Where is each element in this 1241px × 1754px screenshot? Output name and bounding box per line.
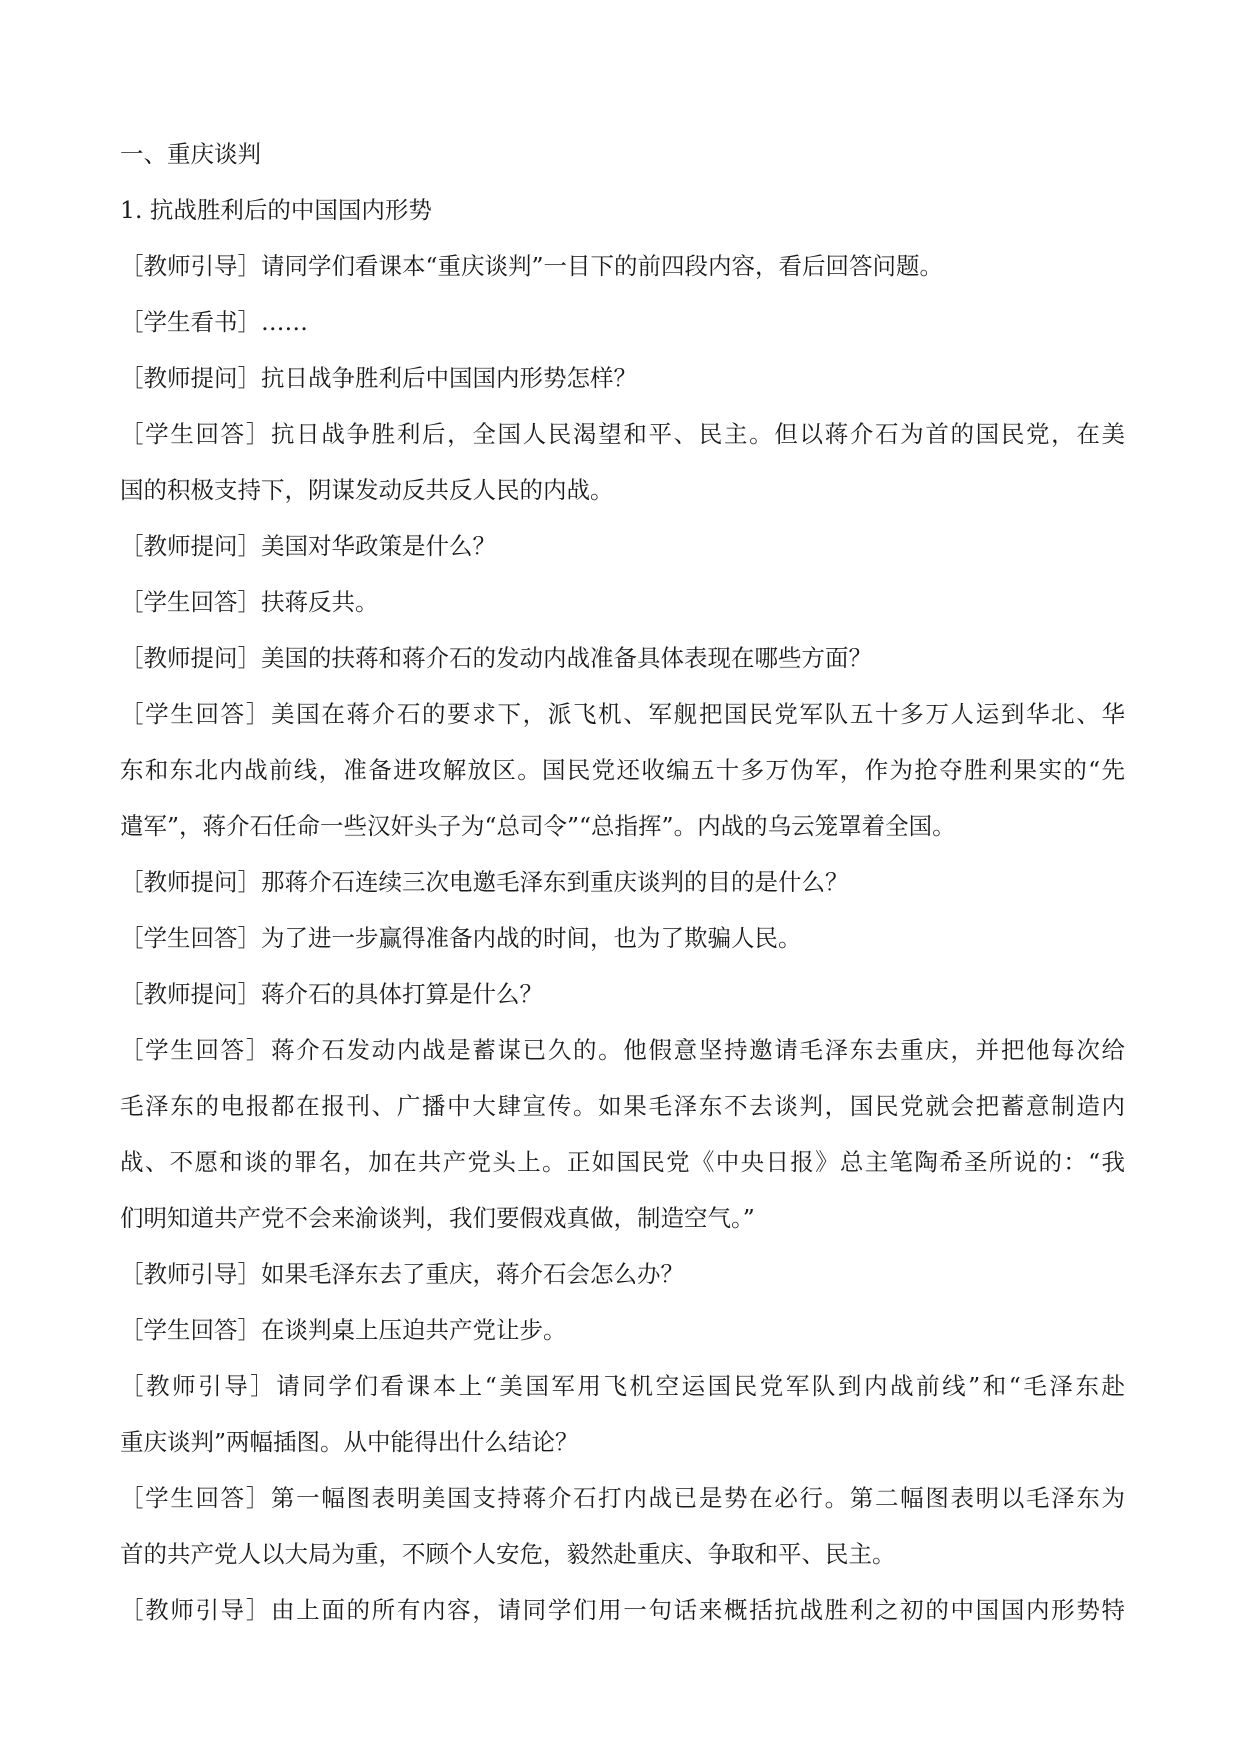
paragraph-line: ［学生回答］美国在蒋介石的要求下，派飞机、军舰把国民党军队五十多万人运到华北、华 (120, 700, 1125, 728)
paragraph-line: 战、不愿和谈的罪名，加在共产党头上。正如国民党《中央日报》总主笔陶希圣所说的：“我 (120, 1148, 1125, 1176)
paragraph-line: ［教师提问］那蒋介石连续三次电邀毛泽东到重庆谈判的目的是什么？ (120, 868, 849, 896)
paragraph-line: 东和东北内战前线，准备进攻解放区。国民党还收编五十多万伪军，作为抢夺胜利果实的“先 (120, 756, 1125, 784)
paragraph-line: ［学生回答］蒋介石发动内战是蓄谋已久的。他假意坚持邀请毛泽东去重庆，并把他每次给 (120, 1036, 1125, 1064)
paragraph-line: 首的共产党人以大局为重，不顾个人安危，毅然赴重庆、争取和平、民主。 (120, 1540, 896, 1568)
paragraph-line: 遣军”，蒋介石任命一些汉奸头子为“总司令”“总指挥”。内战的乌云笼罩着全国。 (120, 812, 956, 840)
paragraph-line: ［教师引导］请同学们看课本“重庆谈判”一目下的前四段内容，看后回答问题。 (120, 252, 944, 280)
paragraph-line: ［学生回答］为了进一步赢得准备内战的时间，也为了欺骗人民。 (120, 924, 802, 952)
paragraph-line: 重庆谈判”两幅插图。从中能得出什么结论？ (120, 1428, 579, 1456)
paragraph-line: ［学生回答］扶蒋反共。 (120, 588, 379, 616)
paragraph-line: ［教师提问］蒋介石的具体打算是什么？ (120, 980, 543, 1008)
paragraph-line: ［学生回答］抗日战争胜利后，全国人民渴望和平、民主。但以蒋介石为首的国民党，在美 (120, 420, 1125, 448)
subsection-heading: 1. 抗战胜利后的中国国内形势 (120, 196, 432, 224)
paragraph-line: ［教师提问］美国的扶蒋和蒋介石的发动内战准备具体表现在哪些方面？ (120, 644, 872, 672)
paragraph-line: 们明知道共产党不会来渝谈判，我们要假戏真做，制造空气。” (120, 1204, 755, 1232)
paragraph-line: ［教师提问］抗日战争胜利后中国国内形势怎样？ (120, 364, 637, 392)
paragraph-line: ［教师引导］由上面的所有内容，请同学们用一句话来概括抗战胜利之初的中国国内形势特 (120, 1596, 1125, 1624)
paragraph-line: ［教师引导］请同学们看课本上“美国军用飞机空运国民党军队到内战前线”和“毛泽东赴 (120, 1372, 1125, 1400)
section-heading: 一、重庆谈判 (120, 140, 261, 168)
paragraph-line: 国的积极支持下，阴谋发动反共反人民的内战。 (120, 476, 614, 504)
paragraph-line: ［学生看书］…… (120, 308, 308, 336)
paragraph-line: ［学生回答］在谈判桌上压迫共产党让步。 (120, 1316, 567, 1344)
paragraph-line: ［学生回答］第一幅图表明美国支持蒋介石打内战已是势在必行。第二幅图表明以毛泽东为 (120, 1484, 1125, 1512)
paragraph-line: ［教师引导］如果毛泽东去了重庆，蒋介石会怎么办？ (120, 1260, 684, 1288)
document-body (120, 126, 1125, 1638)
paragraph-line: 毛泽东的电报都在报刊、广播中大肆宣传。如果毛泽东不去谈判，国民党就会把蓄意制造内 (120, 1092, 1125, 1120)
paragraph-line: ［教师提问］美国对华政策是什么？ (120, 532, 496, 560)
